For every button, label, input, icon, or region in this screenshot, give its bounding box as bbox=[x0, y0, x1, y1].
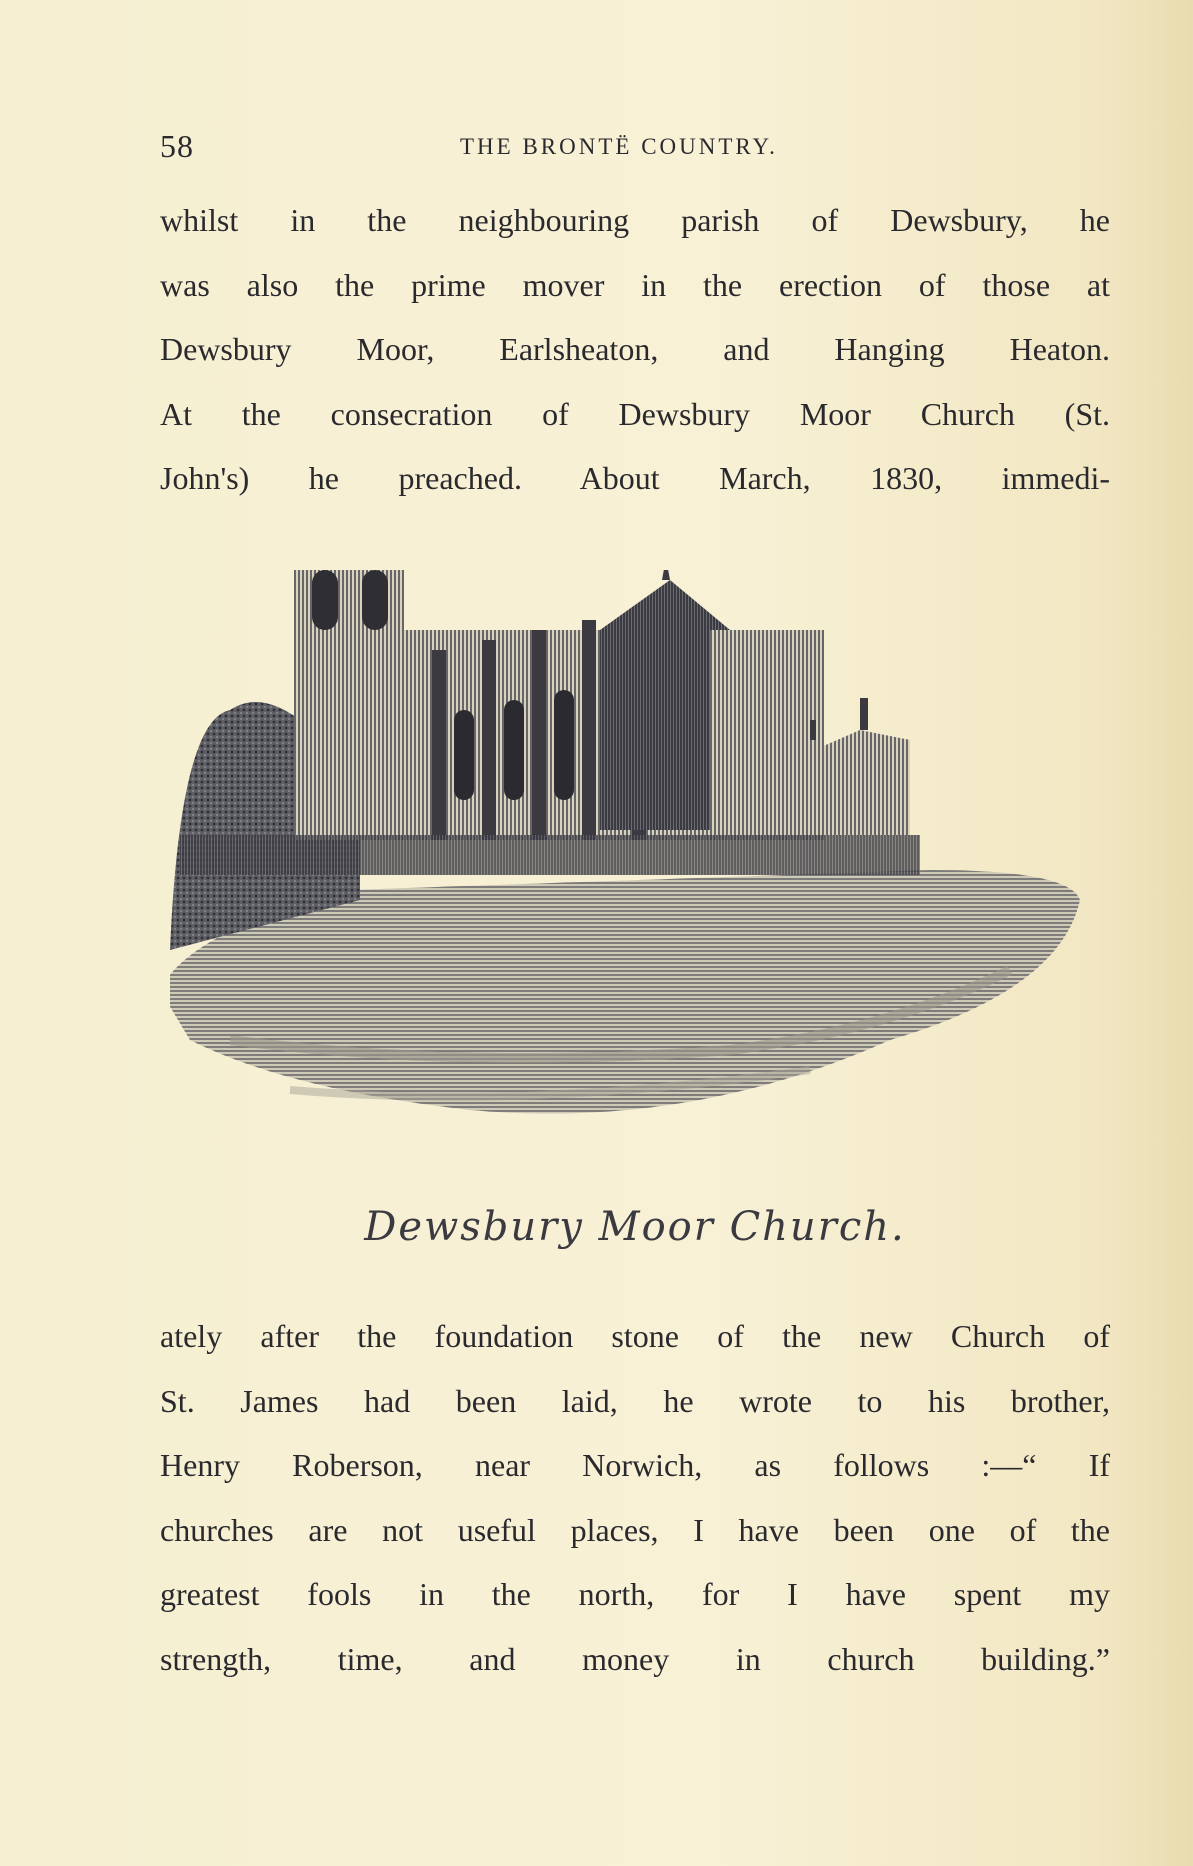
text-line: was also the prime mover in the erection of those at bbox=[160, 266, 1110, 303]
text-line: greatest fools in the north, for I have spent my bbox=[160, 1576, 1110, 1612]
running-title: THE BRONTË COUNTRY. bbox=[460, 134, 778, 159]
text-line: Henry Roberson, near Norwich, as follows :—“ If bbox=[160, 1447, 1110, 1483]
text-line: strength, time, and money in church building.” bbox=[160, 1640, 1110, 1677]
text-line: St. James had been laid, he wrote to his brother, bbox=[160, 1382, 1110, 1419]
text-line: John's) he preached. About March, 1830, immedi- bbox=[160, 460, 1110, 496]
church-engraving bbox=[170, 570, 1090, 1170]
text-line: ately after the foundation stone of the new Church of bbox=[160, 1318, 1110, 1354]
page-number: 58 bbox=[160, 128, 194, 164]
body-text-bottom bbox=[160, 1304, 1110, 1691]
text-line: whilst in the neighbouring parish of Dewsbury, he bbox=[160, 202, 1110, 238]
running-head bbox=[160, 128, 1110, 168]
text-line: churches are not useful places, I have been one of the bbox=[160, 1511, 1110, 1548]
text-line: Dewsbury Moor, Earlsheaton, and Hanging Heaton. bbox=[160, 331, 1110, 367]
body-text-top bbox=[160, 188, 1110, 511]
text-line: At the consecration of Dewsbury Moor Church (St. bbox=[160, 395, 1110, 432]
figure-caption: Dewsbury Moor Church. bbox=[364, 1204, 906, 1250]
